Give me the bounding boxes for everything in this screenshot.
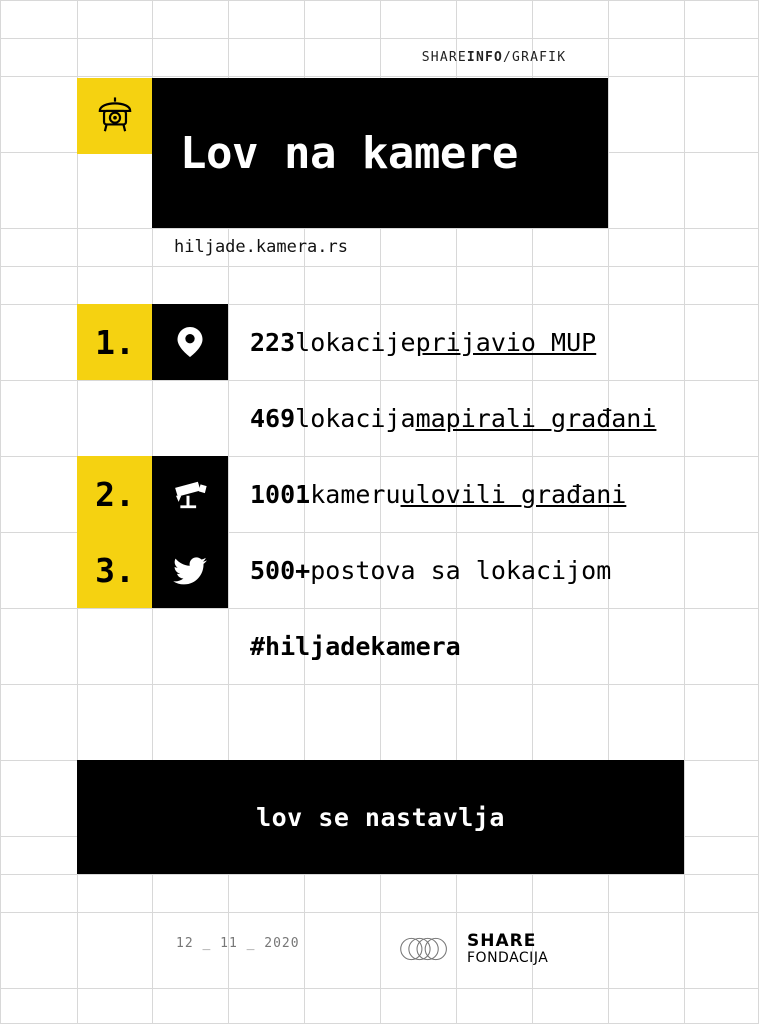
twitter-bird-icon bbox=[152, 532, 228, 608]
row-4-plain: postova sa lokacijom bbox=[310, 555, 612, 585]
logo-line-1: SHARE bbox=[467, 931, 537, 952]
footer-banner bbox=[77, 760, 684, 874]
row-4-number: 3. bbox=[77, 532, 153, 608]
share-foundation-rings-icon bbox=[395, 932, 457, 966]
hashtag-value: #hiljadekamera bbox=[250, 631, 461, 661]
row-3-text bbox=[228, 456, 684, 532]
row-1-text bbox=[228, 304, 684, 380]
logo-line-2: FONDACIJA bbox=[467, 949, 549, 966]
row-1-value: 223 bbox=[250, 327, 296, 357]
row-3-plain: kameru bbox=[310, 479, 401, 509]
site-url[interactable]: hiljade.kamera.rs bbox=[174, 237, 348, 257]
share-infografik-label bbox=[380, 38, 608, 76]
share-label-bold: INFO bbox=[466, 49, 504, 65]
page-title-block bbox=[152, 78, 608, 228]
share-label-suffix: /GRAFIK bbox=[503, 49, 567, 65]
page-title: Lov na kamere bbox=[180, 127, 518, 179]
row-3-number: 2. bbox=[77, 456, 153, 532]
map-pin-icon bbox=[152, 304, 228, 380]
row-1-underlined: prijavio MUP bbox=[415, 327, 597, 357]
row-5-text bbox=[228, 608, 684, 684]
share-label-prefix: SHARE bbox=[421, 49, 467, 65]
row-2-plain: lokacija bbox=[295, 403, 416, 433]
publication-date: 12 _ 11 _ 2020 bbox=[176, 936, 300, 951]
row-3-underlined: ulovili građani bbox=[400, 479, 627, 509]
row-4-text bbox=[228, 532, 684, 608]
row-4-value: 500+ bbox=[250, 555, 311, 585]
row-2-underlined: mapirali građani bbox=[415, 403, 657, 433]
row-1-plain: lokacije bbox=[295, 327, 416, 357]
footer-banner-text: lov se nastavlja bbox=[256, 802, 505, 832]
row-2-text bbox=[228, 380, 684, 456]
row-2-value: 469 bbox=[250, 403, 296, 433]
security-camera-icon bbox=[152, 456, 228, 532]
cctv-dome-camera-icon bbox=[77, 78, 153, 154]
row-1-number: 1. bbox=[77, 304, 153, 380]
row-3-value: 1001 bbox=[250, 479, 311, 509]
share-foundation-logo bbox=[395, 925, 615, 973]
